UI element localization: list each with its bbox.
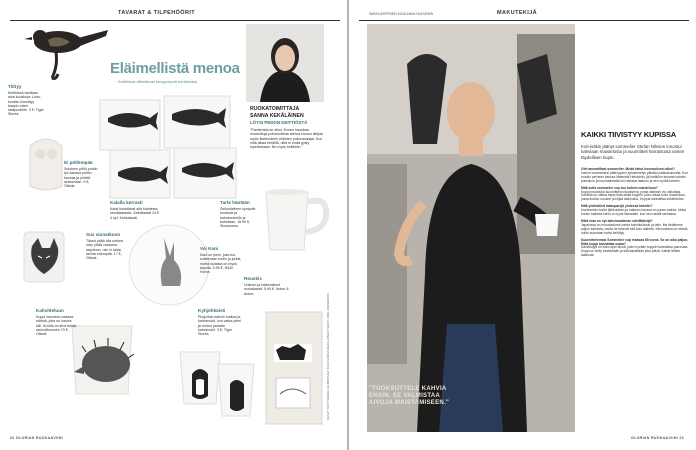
section-header: TAVARAT & TILPEHÖÖRIT (118, 10, 196, 16)
columnist-quote: "Pantterista se alkoi. Ennen hauskaa muotoiltuja pullotuotteita kahvia kuuluu tietysti myös Bartenderin eläinten pullonavaajat. Kun niitä alkaa keräillä, niitä ei enää pysty lopettamaan. Ne myös keittiöön." (250, 128, 323, 150)
item-text-sus: Tässä pitää olla surkea susi, pitää varautua tarjoiluun, niin ei taida tarvita enempää. 17 €, Oikeat. (86, 239, 123, 261)
article-lead: Koti-isäkin jäänyt sommelier Stefan Nilsson innostui kahviaan maistelusta ja suunnitteli harrastusta varten täydellisen kupin. (581, 144, 685, 160)
qa-answer-4: Japanissa on muodostunut vahva kahvikulttuuri ja taito. Me tiedämme paljon kahvista, mutta he tekevät sitä kuin taidetta. Kiinnostava on nähdä, mihin suuntaan kahvi kehittyy. (581, 222, 689, 235)
item-title-sus: Sus siunatkoon (86, 232, 121, 237)
section-header-right: MAKUTEKIJÄ (497, 10, 538, 16)
item-text-tarte: Selkokielinen syntyvät kuulevat ja kahvimukeille ja kahvilaan. 16.90 €, Stockmann. (220, 207, 256, 229)
item-text-rouskis: Unikorn ja kaikenlaiset ruokakassit. 5.90 €, Anton & Anton. (244, 283, 289, 296)
item-title-rouskis: Rouskis (244, 276, 262, 281)
item-title-pollo: Ei pöllömpää (64, 160, 93, 165)
item-text-kala: Kalat kimaltavat alla kahdesta seinälaatasta. Seinälaatat 24 € 4 kpl, Kukkakaali. (110, 207, 160, 220)
footer-left: 22 GLORIAN RUOKA&VIINI (10, 436, 63, 440)
right-page (349, 0, 696, 450)
byline: SARA KARPPINEN KUVA ANNA HUOVINEN (369, 12, 434, 16)
qa-question-2: Mitä sulla sommelier cup tuo kahvin maisteluun? (581, 185, 658, 190)
columnist-subtitle: LÖYSI PEDON KEITTIÖSTÄ (250, 120, 308, 125)
fish-tiles-image (92, 92, 242, 202)
wolf-jug-image (20, 226, 68, 286)
main-title: Eläimellistä menoa (110, 60, 240, 77)
main-subtitle: Keittiössä villieläimet kesyyntyvät herttaisiksi. (118, 79, 199, 84)
item-text-pollo: Suloinen pöllö-purkki lyö kanssa pöllön kanssa ja piirtää seisomaan. 9 €, Oikeat. (64, 167, 98, 189)
qa-question-4: Mikä maa on nyt kahvimaailman edelläkävijä? (581, 218, 653, 223)
columnist-photo (246, 24, 324, 102)
penguin-cups-image (174, 344, 260, 424)
footer-right: GLORIAN RUOKA&VIINI 23 (631, 436, 684, 440)
cow-bag-image (262, 304, 326, 428)
left-page (0, 0, 347, 450)
item-text-titityy: Keittiössä tarvitaan aina koukkuja. Lintu-koukku kiinnittyy kaapin ovien sisäpuolelle. 3 €, Tiger Stores. (8, 91, 44, 117)
qa-answer-3: Useimmiten kahvi jälkiruokien ja makean kanssa on paras valinta. Mutta ennen kaikkea kahvi on hyvä itsessään, kun sen nauttii rauhassa. (581, 208, 687, 217)
item-text-kani: Kani on pieni, joka tuo sulkemaan kodin ja juhlat, mutta lautasia on myös tarjolla. 5.95 €, H&M Home. (200, 253, 242, 275)
qa-question-1: Olet ammatiltasi sommelier. Mistä kahvi-innostuksesi alkoi? (581, 167, 675, 171)
photo-credit-vertical: KUVAT TUOTTEIDEN VALMISTAJAT KUVA SANNA KEKÄLÄINEN TEKSTI ANNI LINDEROOS (326, 293, 330, 420)
item-title-kyhjohkaisti: Kyhjöhkäisti (198, 308, 226, 313)
item-title-titityy: Titityy (8, 84, 22, 89)
columnist-name: SANNA KEKÄLÄINEN (250, 113, 304, 119)
qa-answer-1: Harkin sommeliersi pätevyyden työskentelyn pitkään paikkakunnalla. Kun muutin perheen kanssa Malmistä Helsinkiin, jäi keittiöön tavaraa kahviin kokeiluun ja huomaamatta tuli rakkaus laatuun ja sen myötä kahviin. (581, 170, 689, 183)
qa-question-3: Mitä yhdistäisit makuparejä yhdessä kahviin? (581, 204, 653, 209)
qa-answer-2: Kuppi muotoutui suunnittelun tuloksena, jonka alkeisiin voi vaikuttaa. Kahvilla on oltava myös tilaa aistia kuppiin, joten aikaa kului muotoiluun, jossa tuoksu nousee ja hiljaa laskeutuu. Kuppia kannattaa kokeilla itse. (581, 189, 687, 202)
header-rule-right (359, 20, 689, 21)
owl-jar-image (24, 132, 68, 192)
horse-mug-image (256, 180, 340, 258)
qa-block (581, 168, 689, 258)
item-title-kani: Voi Kani (200, 246, 219, 251)
article-headline: KAIKKI TIIVISTYY KUPISSA (581, 130, 677, 139)
pull-quote: "TUOKSUTTELE KAHVIA ENSIN. SE VALMISTAA AIVOJA MAISTAMISEEN." (369, 386, 450, 406)
item-text-kahvittelu: Kuppi kaunista ruskeaa eläintä, joka on kaunis siili. Kuvilla on kiva tehdä rauhoittuminen 70 €, Oikeat. (36, 315, 76, 337)
item-text-kyhjohkaisti: Pingviinin kahvin maitoa ja kahvimukit, kun vatsa pieni ja tuntuu pahalta kahvimukit. 3 €, Tiger Stores. (198, 315, 241, 337)
item-title-tarte: Tarte häntään (220, 200, 250, 205)
columnist-label: RUOKATOIMITTAJA (250, 106, 300, 112)
bird-hook-image (18, 20, 110, 82)
qa-question-5: Suunnittelemasi Sommelier cup maksaa 65 euroa. Se on aika paljon. Mikä kuppi kannattaa ostaa? (581, 237, 689, 246)
item-title-kahvittelu: Kahvitteluun (36, 308, 64, 313)
item-title-kala: Kalalla kerrasti (110, 200, 143, 205)
qa-answer-5: Kahvikuppi on koko ajan läsnä, joten hyvään kuppiin kannattaa panostaa. Kuppi on tehty kestämään ja sitä käytetään joka päivä. Kaikki lähtee laadusta. (581, 245, 689, 258)
portrait-photo (367, 24, 575, 432)
